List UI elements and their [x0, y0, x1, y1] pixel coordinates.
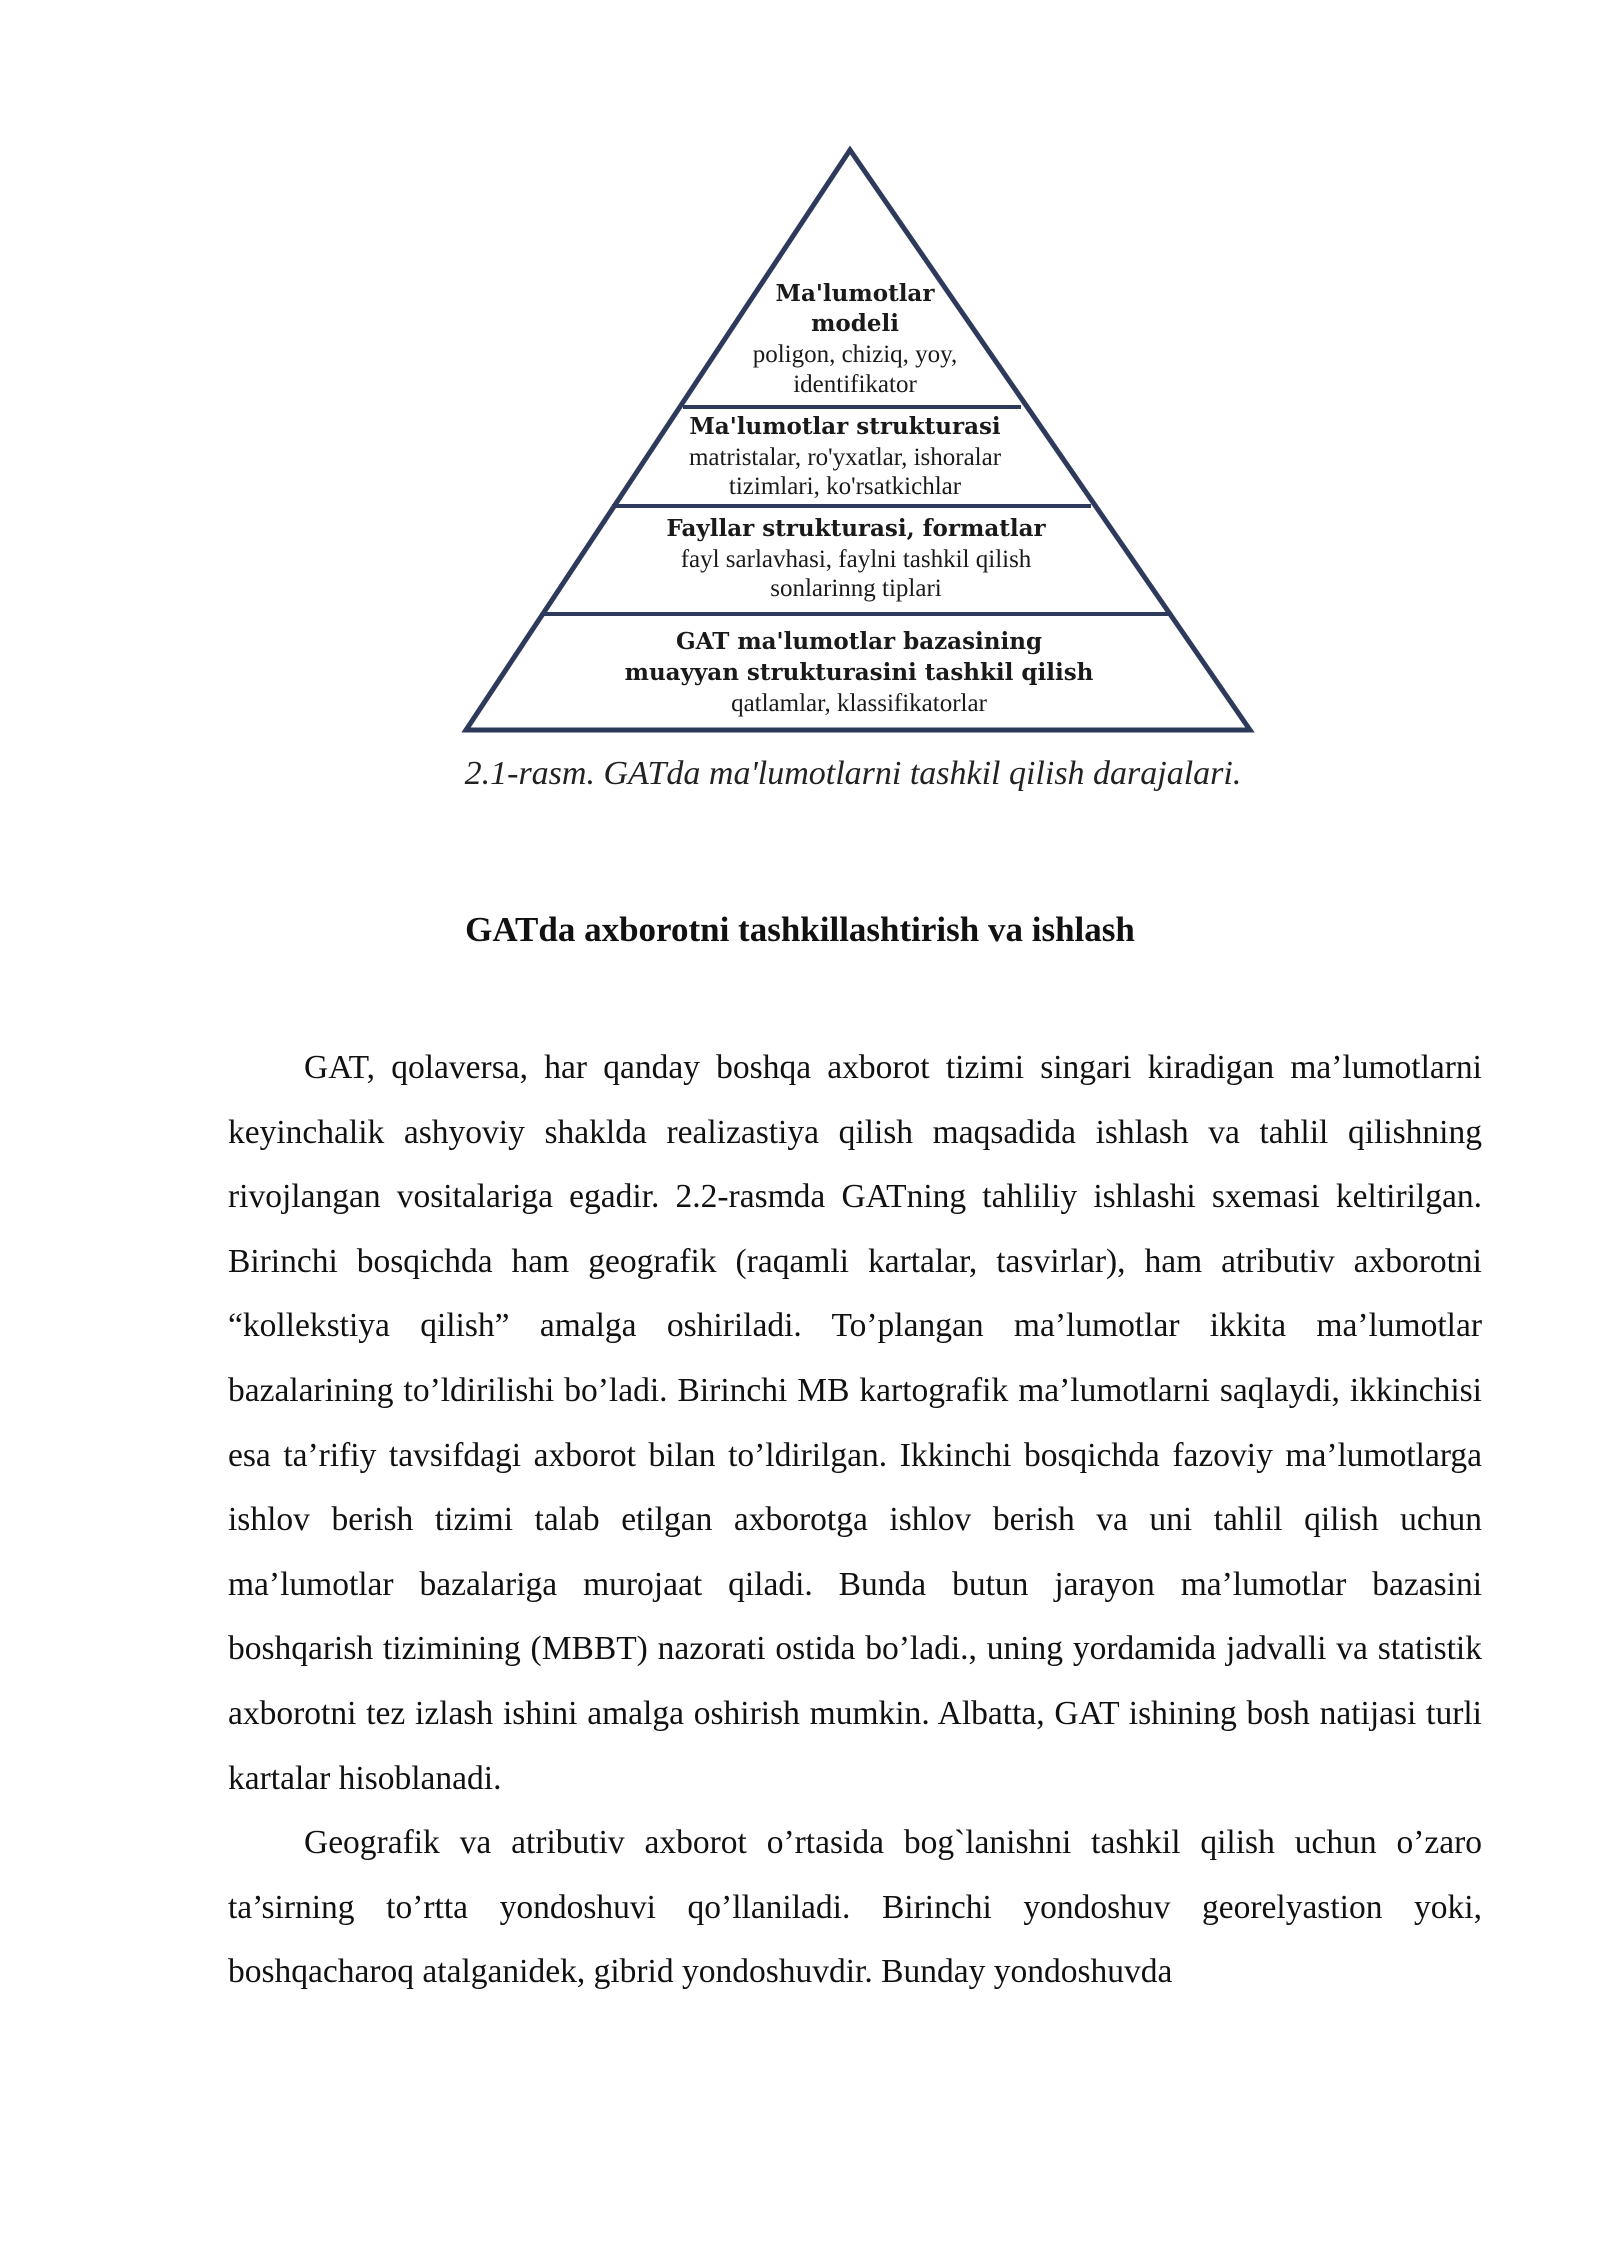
figure-caption: 2.1-rasm. GATda ma'lumotlarni tashkil qilish darajalari.: [464, 755, 1242, 792]
level-3-bold-line-1: Fayllar strukturasi, formatlar: [666, 515, 1046, 542]
level-3-normal-line-1: fayl sarlavhasi, faylni tashkil qilish: [680, 546, 1032, 573]
level-1-normal-line-2: identifikator: [793, 371, 917, 398]
level-1-bold-line-2: modeli: [811, 310, 899, 337]
body-text: [228, 1036, 1482, 2005]
section-title: GATda axborotni tashkillashtirish va ishlash: [465, 910, 1135, 949]
level-2-normal-line-1: matristalar, ro'yxatlar, ishoralar: [688, 444, 1002, 471]
level-3-normal-line-2: sonlarinng tiplari: [770, 575, 942, 602]
level-2-bold-line-1: Ma'lumotlar strukturasi: [689, 413, 1001, 440]
paragraph-2: Geografik va atributiv axborot o’rtasida bog`lanishni tashkil qilish uchun o’zaro ta’sirning to’rtta yondoshuvi qo’llaniladi. Birinchi yondoshuv georelyastion yoki, boshqacharoq atalganidek, gibrid yondoshuvdir. Bunday yondoshuvda: [228, 1824, 1482, 1991]
level-4-bold-line-1: GAT ma'lumotlar bazasining: [675, 628, 1043, 655]
level-1-bold-line-1: Ma'lumotlar: [775, 280, 935, 307]
paragraph-1: GAT, qolaversa, har qanday boshqa axborot tizimi singari kiradigan ma’lumotlarni keyinchalik ashyoviy shaklda realizastiya qilish maqsadida ishlash va tahlil qilishning rivojlangan vositalariga egadir. 2.2-rasmda GATning tahliliy ishlashi sxemasi keltirilgan. Birinchi bosqichda ham geografik (raqamli kartalar, tasvirlar), ham atributiv axborotni “kollekstiya qilish” amalga oshiriladi. To’plangan ma’lumotlar ikkita ma’lumotlar bazalarining to’ldirilishi bo’ladi. Birinchi MB kartografik ma’lumotlarni saqlaydi, ikkinchisi esa ta’rifiy tavsifdagi axborot bilan to’ldirilgan. Ikkinchi bosqichda fazoviy ma’lumotlarga ishlov berish tizimi talab etilgan axborotga ishlov berish va uni tahlil qilish uchun ma’lumotlar bazalariga murojaat qiladi. Bunda butun jarayon ma’lumotlar bazasini boshqarish tizimining (MBBT) nazorati ostida bo’ladi., uning yordamida jadvalli va statistik axborotni tez izlash ishini amalga oshirish mumkin. Albatta, GAT ishining bosh natijasi turli kartalar hisoblanadi.: [228, 1049, 1482, 1797]
level-1-normal-line-1: poligon, chiziq, yoy,: [752, 341, 958, 368]
level-4-bold-line-2: muayyan strukturasini tashkil qilish: [624, 659, 1094, 686]
level-4-normal-line-1: qatlamlar, klassifikatorlar: [731, 690, 987, 717]
pyramid-figure: [0, 0, 1600, 820]
level-2-normal-line-2: tizimlari, ko'rsatkichlar: [728, 473, 962, 500]
